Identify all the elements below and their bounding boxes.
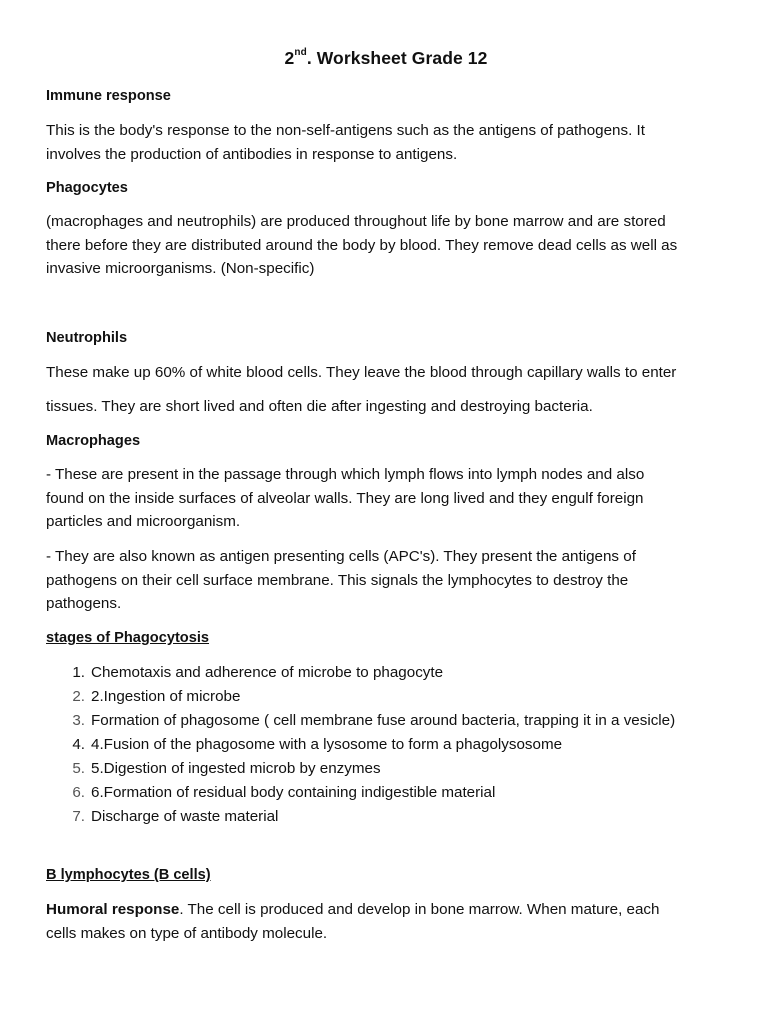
text-line: - These are present in the passage through which lymph flows into lymph nodes and also: [46, 466, 645, 483]
paragraph-humoral-response: [46, 898, 736, 945]
text-line: pathogens on their cell surface membrane. This signals the lymphocytes to destroy the: [46, 571, 629, 589]
list-item: [46, 781, 675, 805]
text-line: particles and microorganism.: [46, 513, 241, 531]
text-line: [46, 898, 736, 922]
heading-macrophages: Macrophages: [46, 433, 141, 449]
list-item-text: 4.Fusion of the phagosome with a lysosome to form a phagolysosome: [91, 736, 563, 753]
text-line: invasive microorganisms. (Non-specific): [46, 260, 315, 278]
list-item-text: 6.Formation of residual body containing indigestible material: [91, 784, 496, 801]
paragraph-macrophages-1: [46, 463, 736, 534]
list-number: 2.: [72, 688, 85, 705]
text-line: This is the body's response to the non-self-antigens such as the antigens of pathogens. It: [46, 122, 645, 139]
text-line: cells makes on type of antibody molecule.: [46, 924, 328, 942]
heading-phagocytes: Phagocytes: [46, 180, 128, 196]
list-number: 4.: [72, 736, 85, 753]
list-item: [46, 709, 675, 733]
text-line: These make up 60% of white blood cells. They leave the blood through capillary walls to enter: [46, 364, 677, 381]
list-number: 3.: [72, 712, 85, 729]
title-ordinal-suffix: nd: [294, 47, 307, 59]
list-number: 7.: [72, 808, 85, 825]
list-item: [46, 733, 675, 757]
list-item-text: 2.Ingestion of microbe: [91, 688, 241, 705]
paragraph-immune-response: [46, 119, 736, 166]
text-line: tissues. They are short lived and often die after ingesting and destroying bacteria.: [46, 398, 593, 415]
heading-neutrophils: Neutrophils: [46, 330, 128, 346]
list-item: [46, 805, 675, 829]
heading-immune-response: Immune response: [46, 88, 171, 104]
page-title: [46, 48, 726, 69]
list-item: [46, 661, 675, 685]
list-item-text: 5.Digestion of ingested microb by enzymes: [91, 760, 381, 777]
heading-stages-of-phagocytosis: stages of Phagocytosis: [46, 630, 210, 646]
title-text: . Worksheet Grade 12: [306, 48, 488, 68]
list-item-text: Chemotaxis and adherence of microbe to phagocyte: [91, 664, 444, 681]
text-line: there before they are distributed around the body by blood. They remove dead cells as well as: [46, 236, 678, 254]
paragraph-phagocytes: [46, 210, 736, 281]
list-item: [46, 685, 675, 709]
list-item: [46, 757, 675, 781]
humoral-response-text: . The cell is produced and develop in bone marrow. When mature, each: [179, 901, 660, 918]
text-line: found on the inside surfaces of alveolar walls. They are long lived and they engulf foreign: [46, 489, 644, 507]
list-item-text: Formation of phagosome ( cell membrane fuse around bacteria, trapping it in a vesicle): [91, 712, 676, 729]
heading-b-lymphocytes: B lymphocytes (B cells): [46, 867, 211, 883]
paragraph-neutrophils-line2: [46, 395, 736, 419]
list-number: 6.: [72, 784, 85, 801]
humoral-response-term: Humoral response: [46, 901, 180, 918]
text-line: - They are also known as antigen presenting cells (APC's). They present the antigens of: [46, 548, 636, 565]
text-line: pathogens.: [46, 595, 122, 613]
title-number: 2: [284, 48, 295, 68]
list-number: 5.: [72, 760, 85, 777]
text-line: (macrophages and neutrophils) are produced throughout life by bone marrow and are stored: [46, 213, 666, 230]
stages-list: [46, 661, 675, 829]
list-item-text: Discharge of waste material: [91, 808, 279, 825]
paragraph-neutrophils-line1: [46, 361, 736, 385]
text-line: involves the production of antibodies in response to antigens.: [46, 145, 458, 163]
paragraph-macrophages-2: [46, 545, 736, 616]
list-number: 1.: [72, 664, 85, 681]
